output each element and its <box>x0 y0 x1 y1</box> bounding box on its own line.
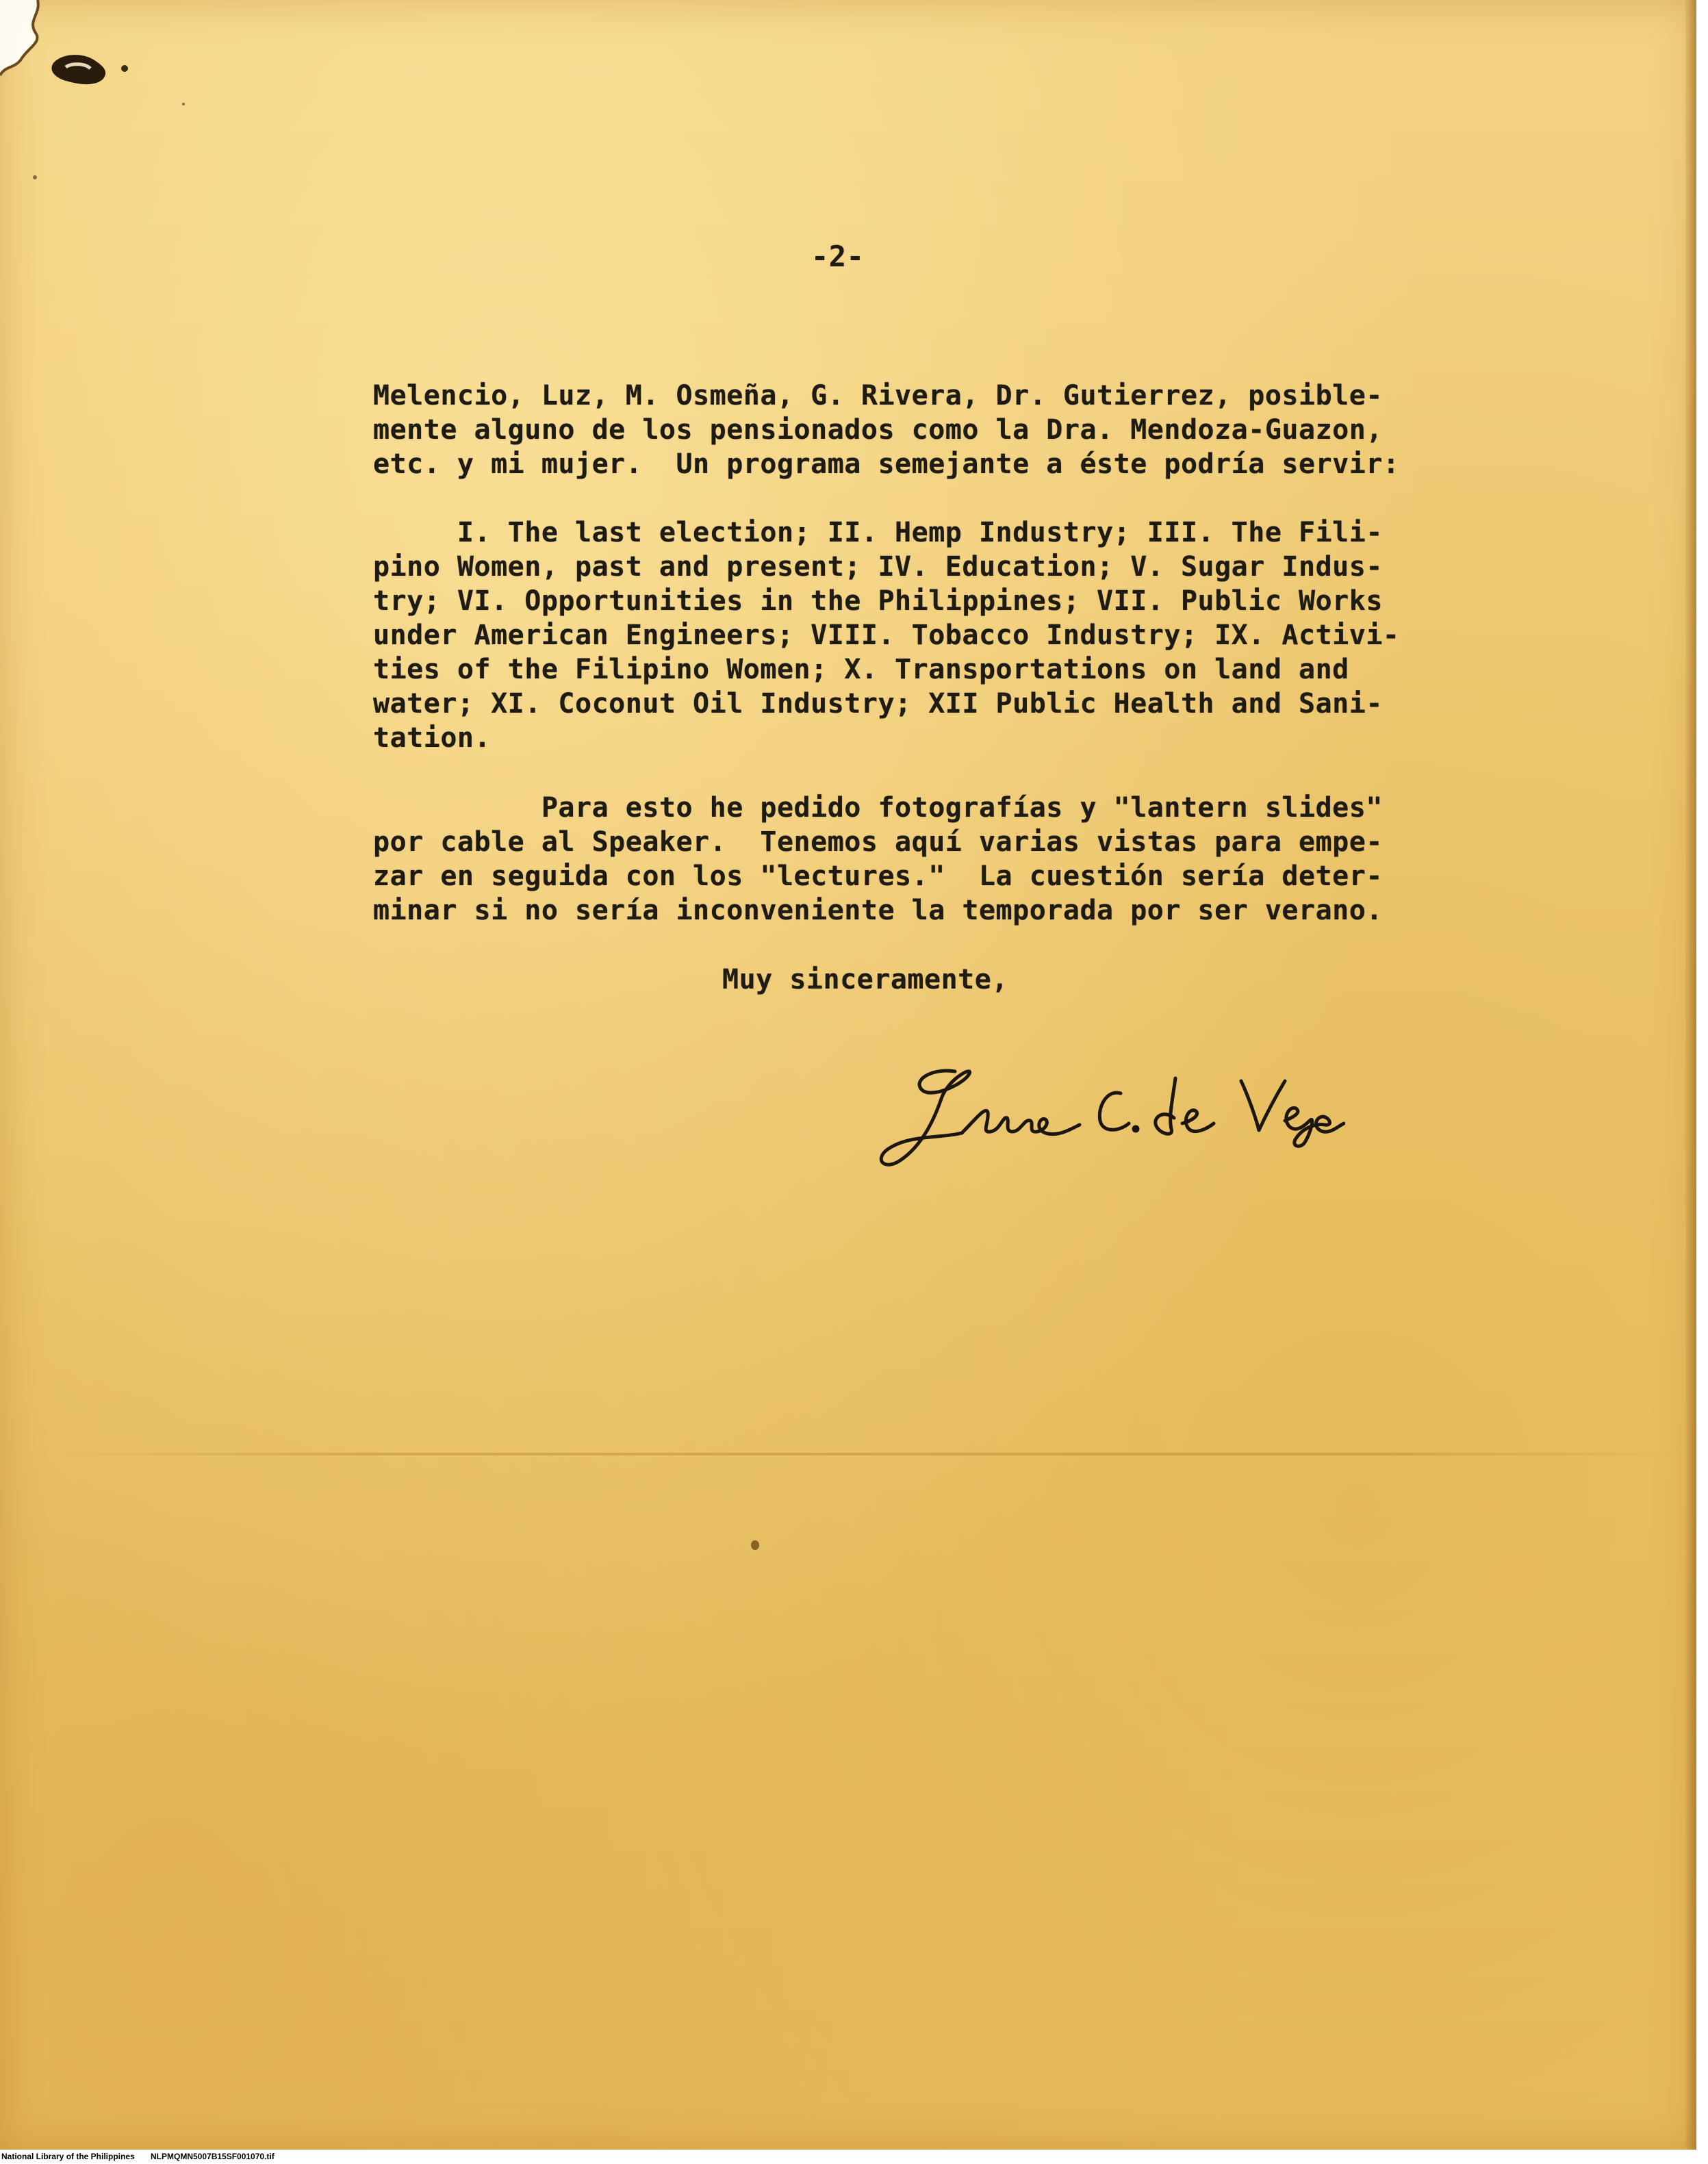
closing-salutation: Muy sinceramente, <box>722 964 1008 995</box>
ink-spot <box>33 175 37 179</box>
paragraph-2-line: I. The last election; II. Hemp Industry; III. The Fili- <box>373 517 1383 548</box>
ink-spot <box>182 103 185 105</box>
torn-corner-mark <box>0 0 137 110</box>
paragraph-1-line: mente alguno de los pensionados como la Dra. Mendoza-Guazon, <box>373 414 1383 446</box>
paragraph-1-line: Melencio, Luz, M. Osmeña, G. Rivera, Dr. Gutierrez, posible- <box>373 380 1383 411</box>
paper-fold-line <box>55 1453 1684 1455</box>
footer-file-name: NLPMQMN5007B15SF001070.tif <box>151 2152 275 2161</box>
page-number: -2- <box>811 240 865 273</box>
paragraph-1-line: etc. y mi mujer. Un programa semejante a éste podría servir: <box>373 448 1400 480</box>
paper-edge-shadow <box>1685 0 1696 2150</box>
paragraph-2-line: pino Women, past and present; IV. Education; V. Sugar Indus- <box>373 551 1383 583</box>
handwritten-signature <box>866 1058 1345 1174</box>
paragraph-2-line: tation. <box>373 722 492 754</box>
paragraph-3-line: zar en seguida con los "lectures." La cuestión sería deter- <box>373 861 1383 892</box>
ink-spot <box>751 1540 759 1550</box>
paragraph-3-line: por cable al Speaker. Tenemos aquí varias vistas para empe- <box>373 826 1383 858</box>
paragraph-2-line: water; XI. Coconut Oil Industry; XII Public Health and Sani- <box>373 688 1383 720</box>
paragraph-3-line: minar si no sería inconveniente la temporada por ser verano. <box>373 895 1383 926</box>
paragraph-2-line: ties of the Filipino Women; X. Transportations on land and <box>373 654 1349 685</box>
paragraph-2-line: try; VI. Opportunities in the Philippines; VII. Public Works <box>373 585 1383 617</box>
paragraph-2-line: under American Engineers; VIII. Tobacco Industry; IX. Activi- <box>373 620 1400 651</box>
paragraph-3-line: Para esto he pedido fotografías y "lantern slides" <box>373 792 1383 824</box>
footer-library-name: National Library of the Philippines <box>1 2152 135 2161</box>
